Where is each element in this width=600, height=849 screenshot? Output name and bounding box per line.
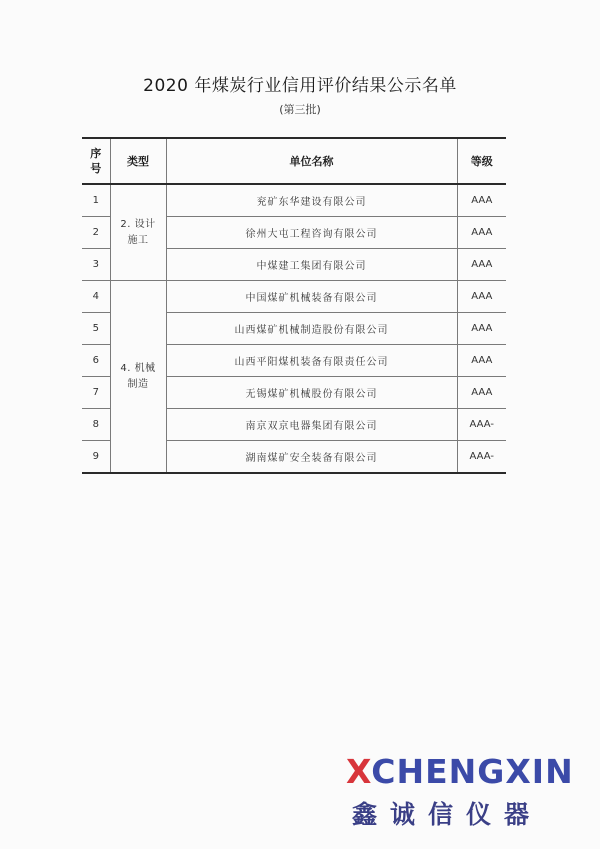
company-name: 山西煤矿机械制造股份有限公司 bbox=[166, 313, 457, 345]
company-name: 兖矿东华建设有限公司 bbox=[166, 184, 457, 217]
table-row bbox=[82, 281, 506, 313]
grade-cell: AAA bbox=[457, 184, 506, 217]
rating-table bbox=[82, 137, 506, 474]
header-no: 序 号 bbox=[82, 138, 110, 184]
watermark-logo bbox=[346, 752, 586, 792]
row-no: 5 bbox=[82, 313, 110, 345]
header-company: 单位名称 bbox=[166, 138, 457, 184]
row-no: 9 bbox=[82, 441, 110, 474]
table-header-row bbox=[82, 138, 506, 184]
company-name: 山西平阳煤机装备有限责任公司 bbox=[166, 345, 457, 377]
row-no: 6 bbox=[82, 345, 110, 377]
company-name: 无锡煤矿机械股份有限公司 bbox=[166, 377, 457, 409]
grade-cell: AAA- bbox=[457, 441, 506, 474]
watermark-logo-text: CHENGXIN bbox=[371, 752, 574, 791]
grade-cell: AAA bbox=[457, 345, 506, 377]
row-no: 2 bbox=[82, 217, 110, 249]
company-name: 徐州大屯工程咨询有限公司 bbox=[166, 217, 457, 249]
document-subtitle: (第三批) bbox=[279, 103, 321, 116]
row-no: 1 bbox=[82, 184, 110, 217]
grade-cell: AAA bbox=[457, 281, 506, 313]
row-no: 4 bbox=[82, 281, 110, 313]
category-cell: 4. 机械 制造 bbox=[110, 281, 166, 474]
row-no: 8 bbox=[82, 409, 110, 441]
company-name: 中煤建工集团有限公司 bbox=[166, 249, 457, 281]
grade-cell: AAA bbox=[457, 217, 506, 249]
grade-cell: AAA- bbox=[457, 409, 506, 441]
grade-cell: AAA bbox=[457, 377, 506, 409]
header-grade: 等级 bbox=[457, 138, 506, 184]
row-no: 7 bbox=[82, 377, 110, 409]
header-category: 类型 bbox=[110, 138, 166, 184]
row-no: 3 bbox=[82, 249, 110, 281]
table-row bbox=[82, 184, 506, 217]
category-cell: 2. 设计 施工 bbox=[110, 184, 166, 281]
watermark-logo-x: X bbox=[346, 752, 372, 791]
company-name: 南京双京电器集团有限公司 bbox=[166, 409, 457, 441]
document-title: 2020 年煤炭行业信用评价结果公示名单 bbox=[143, 76, 457, 96]
company-name: 湖南煤矿安全装备有限公司 bbox=[166, 441, 457, 474]
grade-cell: AAA bbox=[457, 249, 506, 281]
company-name: 中国煤矿机械装备有限公司 bbox=[166, 281, 457, 313]
watermark-brand-chinese: 鑫诚信仪器 bbox=[352, 800, 543, 829]
grade-cell: AAA bbox=[457, 313, 506, 345]
